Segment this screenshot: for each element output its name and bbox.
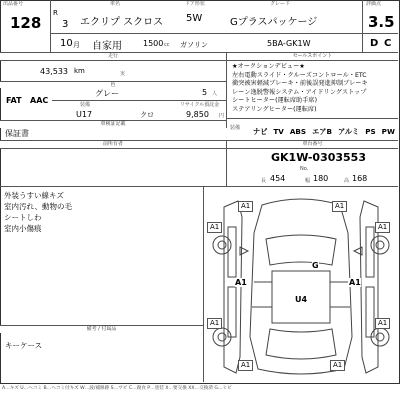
papers: 保証書 <box>5 129 29 138</box>
score: 3.5 <box>368 13 395 31</box>
door-count: 5W <box>186 13 203 24</box>
option-item: TV <box>273 127 284 136</box>
damage-mark: A1 <box>238 360 253 371</box>
damage-mark: A1 <box>330 360 345 371</box>
trim-code: クロ <box>140 111 154 119</box>
options-list <box>253 127 395 137</box>
car-name-label: 車名 <box>110 1 121 7</box>
remarks-header: 備考 / 付属品 <box>0 326 203 333</box>
inspector-notes <box>4 190 72 234</box>
damage-mark: A1 <box>207 318 222 329</box>
selling-point: 衝突被害軽減ブレーキ・前後誤発進抑制ブレーキ <box>232 80 368 87</box>
exterior-grade: C <box>384 38 392 49</box>
option-item: ナビ <box>253 127 268 136</box>
mileage-unit: km <box>74 67 85 75</box>
grade-label: グレード <box>270 1 291 7</box>
damage-legend: A…キズ U…ヘコミ B…ヘコミ付キズ W…波/補修跡 S…サビ C…腐食 P…塗装 X…要交換 XX…交換済 G…ヒビ <box>2 386 232 391</box>
model-code: 5BA-GK1W <box>267 39 311 48</box>
engine-cc: 1500 <box>143 39 164 48</box>
damage-diagram <box>204 187 398 382</box>
capacity-unit: 人 <box>212 91 218 97</box>
car-name: エクリプ スクロス <box>80 17 164 28</box>
chassis-size-label: No. <box>300 166 309 172</box>
inspector-note: 外装うすい線キズ <box>4 191 64 200</box>
selling-point: レーン逸脱警報システム・アイドリングストップ <box>232 88 367 96</box>
selling-point: ステアリングヒーター(運転席) <box>232 105 317 113</box>
recycle-fee: 9,850 <box>186 110 209 119</box>
mileage: 43,533 <box>40 67 68 76</box>
option-item: ABS <box>289 127 307 136</box>
damage-mark: A1 <box>332 201 347 212</box>
chassis-number: GK1W-0303553 <box>271 151 366 164</box>
damage-mark: A1 <box>375 318 390 329</box>
damage-mark: A1 <box>207 222 222 233</box>
height-label: 高 <box>344 178 350 184</box>
lot-label: 出品番号 <box>3 1 24 7</box>
inspection-header: 車検証記載 <box>0 121 226 128</box>
body-color: グレー <box>95 89 119 98</box>
model-year: 3 <box>62 19 69 30</box>
year-era: R <box>53 9 58 17</box>
selling-point: ★オークションデビュー★ <box>232 63 305 70</box>
option-item: PS <box>365 127 376 136</box>
remarks-list <box>5 340 42 351</box>
height: 168 <box>352 174 368 183</box>
recycle-unit: 円 <box>219 113 225 119</box>
fuel: ガソリン <box>180 41 208 49</box>
usage: 自家用 <box>92 41 122 52</box>
damage-mark: U4 <box>295 295 308 304</box>
color-code: U17 <box>76 110 93 119</box>
width: 180 <box>313 174 329 183</box>
options-label: 装備 <box>230 125 241 131</box>
option-item: PW <box>381 127 395 136</box>
inspector-note: 室内汚れ、動物の毛 <box>4 202 72 211</box>
width-label: 幅 <box>305 178 311 184</box>
selling-point: シートヒーター(運転席助手席) <box>232 97 318 104</box>
history-header: 前所有者 <box>0 141 226 149</box>
damage-mark: A1 <box>349 278 361 287</box>
damage-mark: A1 <box>235 278 247 287</box>
selling-point: 左右電動スライド・クルーズコントロール・ETC <box>232 71 367 79</box>
score-label: 評価点 <box>366 1 382 7</box>
lot-number: 128 <box>10 14 42 32</box>
damage-mark: A1 <box>375 222 390 233</box>
damage-mark: G <box>312 261 319 270</box>
selling-points-header: セールスポイント <box>227 53 398 61</box>
recycle-label: リサイクル預託金 <box>180 102 220 108</box>
mileage-status: 実 <box>120 71 126 77</box>
grade: Gプラスパッケージ <box>230 17 318 28</box>
inspector-note: 室内小傷痕 <box>4 224 42 233</box>
selling-points-list <box>232 63 396 114</box>
air-conditioning: AAC <box>30 96 49 105</box>
cc-label: cc <box>164 42 170 48</box>
chassis-header: 車台番号 <box>227 141 398 149</box>
interior-grade: D <box>370 38 379 49</box>
length-label: 長 <box>261 178 267 184</box>
transmission: FAT <box>6 96 22 105</box>
month-unit: 月 <box>73 41 80 49</box>
inspector-note: シートしわ <box>4 213 42 222</box>
option-item: エアB <box>312 127 332 136</box>
equipment-header: 装備 <box>80 102 91 108</box>
capacity: 5 <box>202 88 208 97</box>
door-label: ドア形状 <box>185 1 205 7</box>
option-item: アルミ <box>337 127 360 136</box>
length: 454 <box>270 174 286 183</box>
model-month: 10 <box>60 38 73 49</box>
mileage-header: 走行 <box>0 53 226 61</box>
damage-mark: A1 <box>238 201 253 212</box>
remark-item: キーケース <box>5 341 43 350</box>
color-header: 色 <box>0 82 226 88</box>
